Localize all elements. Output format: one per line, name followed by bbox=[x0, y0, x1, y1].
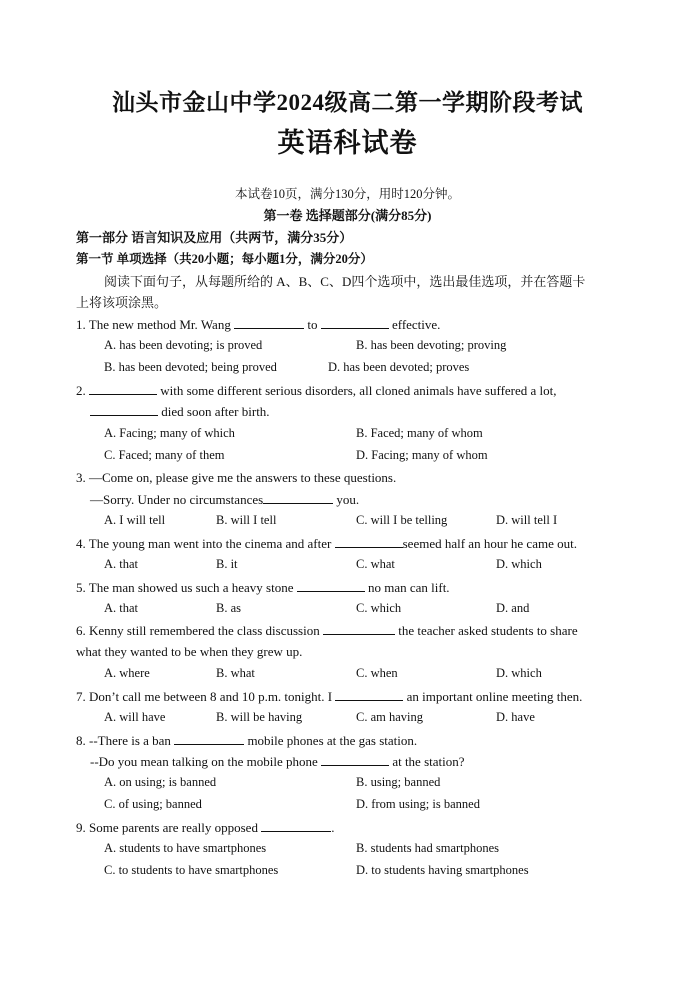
option-d: D. and bbox=[496, 601, 530, 615]
question-text: . bbox=[331, 820, 335, 835]
question-text: mobile phones at the gas station. bbox=[244, 733, 418, 748]
option-a: A. will have bbox=[104, 710, 166, 724]
question-text: to bbox=[304, 317, 321, 332]
question-text: 9. Some parents are really opposed bbox=[76, 820, 262, 835]
option-d: D. to students having smartphones bbox=[356, 863, 529, 877]
option-a: A. where bbox=[104, 666, 150, 680]
question-text: you. bbox=[333, 492, 360, 507]
answer-blank bbox=[321, 316, 389, 329]
question-4 bbox=[76, 535, 577, 552]
question-text: 1. The new method Mr. Wang bbox=[76, 317, 235, 332]
option-a: A. that bbox=[104, 601, 139, 615]
option-d: D. has been devoted; proves bbox=[328, 360, 470, 374]
answer-blank bbox=[335, 535, 403, 548]
option-b: B. Faced; many of whom bbox=[356, 426, 483, 440]
answer-blank bbox=[335, 688, 403, 701]
question-text: 2. bbox=[76, 383, 89, 398]
option-d: D. will tell I bbox=[496, 513, 558, 527]
option-d: D. from using; is banned bbox=[356, 797, 480, 811]
section-title: 第一节 单项选择（共20小题；每小题1分，满分20分） bbox=[76, 252, 373, 266]
question-text: no man can lift. bbox=[364, 580, 450, 595]
question-text: 5. The man showed us such a heavy stone bbox=[76, 580, 297, 595]
option-d: D. which bbox=[496, 557, 542, 571]
question-8 bbox=[76, 732, 417, 749]
question-7 bbox=[76, 688, 582, 705]
question-text: with some different serious disorders, all cloned animals have suffered a lot, bbox=[157, 383, 557, 398]
option-a: A. that bbox=[104, 557, 139, 571]
answer-blank bbox=[174, 732, 244, 745]
answer-blank bbox=[323, 622, 395, 635]
answer-blank bbox=[89, 382, 157, 395]
question-3-line-2 bbox=[90, 491, 359, 508]
question-5 bbox=[76, 579, 450, 596]
question-2-line-2 bbox=[90, 403, 270, 420]
question-8-line-2 bbox=[90, 753, 465, 770]
exam-subject-title: 英语科试卷 bbox=[277, 128, 418, 158]
option-c: C. what bbox=[356, 557, 395, 571]
question-text: --Do you mean talking on the mobile phone bbox=[90, 754, 322, 769]
option-a: A. Facing; many of which bbox=[104, 426, 235, 440]
question-text: 6. Kenny still remembered the class discussion bbox=[76, 623, 323, 638]
instruction-line-2: 上将该项涂黑。 bbox=[76, 295, 168, 310]
option-b: B. it bbox=[216, 557, 238, 571]
option-c: C. will I be telling bbox=[356, 513, 448, 527]
question-1 bbox=[76, 316, 440, 333]
question-text: effective. bbox=[388, 317, 441, 332]
option-b: B. as bbox=[216, 601, 241, 615]
option-a: A. I will tell bbox=[104, 513, 166, 527]
question-text: the teacher asked students to share bbox=[394, 623, 578, 638]
option-c: C. of using; banned bbox=[104, 797, 202, 811]
exam-info: 本试卷10页，满分130分，用时120分钟。 bbox=[234, 187, 460, 201]
question-text: at the station? bbox=[389, 754, 465, 769]
instruction-line-1: 阅读下面句子，从每题所给的 A、B、C、D四个选项中，选出最佳选项，并在答题卡 bbox=[104, 274, 586, 289]
option-c: C. to students to have smartphones bbox=[104, 863, 279, 877]
question-text: died soon after birth. bbox=[158, 404, 270, 419]
answer-blank bbox=[263, 491, 333, 504]
question-6 bbox=[76, 622, 578, 639]
question-9 bbox=[76, 819, 334, 836]
option-b: B. what bbox=[216, 666, 255, 680]
question-text: 8. --There is a ban bbox=[76, 733, 175, 748]
option-b: B. will I tell bbox=[216, 513, 277, 527]
option-c: C. which bbox=[356, 601, 402, 615]
option-d: D. have bbox=[496, 710, 535, 724]
option-b: B. students had smartphones bbox=[356, 841, 500, 855]
part-title: 第一部分 语言知识及应用（共两节，满分35分） bbox=[76, 230, 353, 245]
option-c: C. am having bbox=[356, 710, 424, 724]
volume-title: 第一卷 选择题部分(满分85分) bbox=[263, 208, 432, 223]
answer-blank bbox=[297, 579, 365, 592]
option-d: D. Facing; many of whom bbox=[356, 448, 488, 462]
option-a: A. on using; is banned bbox=[104, 775, 217, 789]
question-2 bbox=[76, 382, 557, 399]
question-text: 4. The young man went into the cinema and after bbox=[76, 536, 335, 551]
option-b: B. using; banned bbox=[356, 775, 441, 789]
question-3: 3. —Come on, please give me the answers to these questions. bbox=[76, 470, 397, 485]
option-b: B. has been devoting; proving bbox=[356, 338, 507, 352]
question-text: —Sorry. Under no circumstances bbox=[90, 492, 264, 507]
question-6-line-2: what they wanted to be when they grew up. bbox=[76, 644, 303, 659]
option-c: B. has been devoted; being proved bbox=[104, 360, 277, 374]
option-a: A. students to have smartphones bbox=[104, 841, 267, 855]
answer-blank bbox=[321, 753, 389, 766]
exam-title: 汕头市金山中学2024级高二第一学期阶段考试 bbox=[112, 90, 583, 115]
option-d: D. which bbox=[496, 666, 542, 680]
question-text: an important online meeting then. bbox=[403, 689, 583, 704]
option-b: B. will be having bbox=[216, 710, 303, 724]
answer-blank bbox=[261, 819, 331, 832]
option-a: A. has been devoting; is proved bbox=[104, 338, 263, 352]
option-c: C. when bbox=[356, 666, 398, 680]
answer-blank bbox=[234, 316, 304, 329]
question-text: seemed half an hour he came out. bbox=[402, 536, 577, 551]
option-c: C. Faced; many of them bbox=[104, 448, 225, 462]
question-text: 7. Don’t call me between 8 and 10 p.m. tonight. I bbox=[76, 689, 336, 704]
answer-blank bbox=[90, 403, 158, 416]
